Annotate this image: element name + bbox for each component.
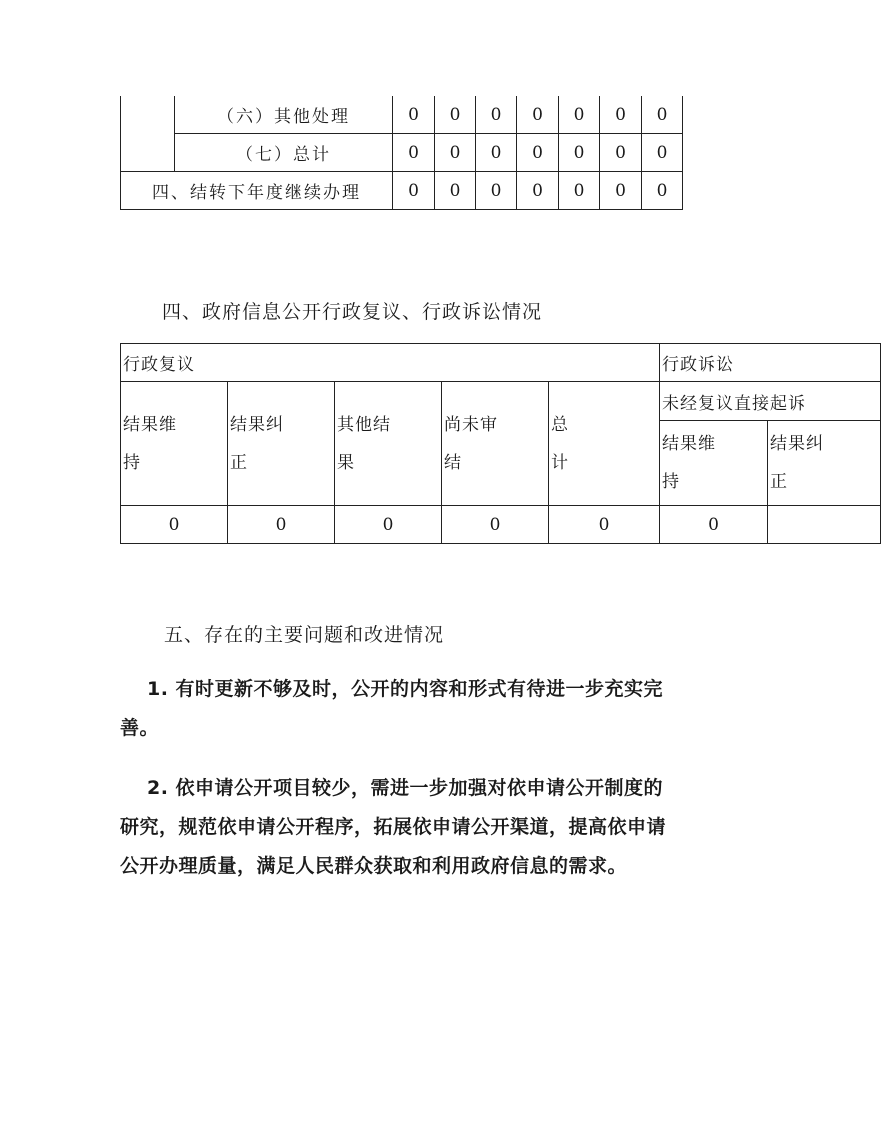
table-cell: 0 bbox=[121, 506, 228, 544]
table-cell: 0 bbox=[660, 506, 768, 544]
table-header-row bbox=[121, 382, 881, 421]
table-cell: 0 bbox=[393, 134, 435, 172]
section-heading-5: 五、存在的主要问题和改进情况 bbox=[164, 624, 445, 646]
table-cell: 0 bbox=[476, 96, 517, 134]
col-header-text: 结果维 持 bbox=[662, 434, 717, 492]
table-cell: 0 bbox=[559, 134, 600, 172]
litigation-subheader: 未经复议直接起诉 bbox=[660, 382, 881, 421]
table-row bbox=[121, 96, 683, 134]
table-cell: 0 bbox=[476, 172, 517, 210]
row-label: 四、结转下年度继续办理 bbox=[121, 172, 393, 210]
table-row bbox=[121, 172, 683, 210]
col-header-text: 结果纠 正 bbox=[770, 434, 825, 492]
table-cell: 0 bbox=[228, 506, 335, 544]
table-cell: 0 bbox=[435, 172, 476, 210]
table-row bbox=[121, 134, 683, 172]
table-cell: 0 bbox=[393, 96, 435, 134]
col-header-text: 总 计 bbox=[551, 414, 569, 473]
col-header-lit-upheld bbox=[660, 421, 768, 506]
table-cell: 0 bbox=[642, 172, 683, 210]
table-cell: 0 bbox=[335, 506, 442, 544]
table-cell: 0 bbox=[600, 96, 642, 134]
table-cell: 0 bbox=[393, 172, 435, 210]
table-cell: 0 bbox=[517, 134, 559, 172]
col-header-result-corrected bbox=[228, 382, 335, 506]
litigation-header: 行政诉讼 bbox=[660, 344, 881, 382]
table-cell: 0 bbox=[517, 96, 559, 134]
col-header-pending bbox=[442, 382, 549, 506]
col-header-text: 结果维 持 bbox=[123, 414, 177, 473]
table-cell: 0 bbox=[549, 506, 660, 544]
table-cell-empty bbox=[768, 506, 881, 544]
review-litigation-table bbox=[120, 343, 881, 544]
statistics-table-continued bbox=[120, 96, 683, 210]
table-cell: 0 bbox=[600, 134, 642, 172]
table-cell: 0 bbox=[517, 172, 559, 210]
col-header-text: 其他结 果 bbox=[337, 414, 391, 473]
section-heading-4: 四、政府信息公开行政复议、行政诉讼情况 bbox=[162, 301, 543, 323]
review-litigation-table-wrapper bbox=[120, 343, 825, 535]
table-header-row bbox=[121, 344, 881, 382]
review-header: 行政复议 bbox=[121, 344, 660, 382]
paragraph-issue-1: 1. 有时更新不够及时，公开的内容和形式有待进一步充实完善。 bbox=[120, 678, 664, 739]
col-header-total bbox=[549, 382, 660, 506]
row-label: （六）其他处理 bbox=[175, 96, 393, 134]
col-header-text: 结果纠 正 bbox=[230, 414, 284, 473]
col-header-other-result bbox=[335, 382, 442, 506]
col-header-text: 尚未审 结 bbox=[444, 414, 498, 473]
table-cell: 0 bbox=[559, 96, 600, 134]
paragraph-issue-2: 2. 依申请公开项目较少，需进一步加强对依申请公开制度的研究，规范依申请公开程序，拓展依申请公开渠道，提高依申请公开办理质量，满足人民群众获取和利用政府信息的需求。 bbox=[120, 777, 667, 877]
col-header-result-upheld bbox=[121, 382, 228, 506]
table-cell: 0 bbox=[559, 172, 600, 210]
table-cell-empty bbox=[121, 96, 175, 172]
row-label: （七）总计 bbox=[175, 134, 393, 172]
table-row bbox=[121, 506, 881, 544]
table-cell: 0 bbox=[642, 96, 683, 134]
table-cell: 0 bbox=[435, 134, 476, 172]
table-cell: 0 bbox=[435, 96, 476, 134]
table-cell: 0 bbox=[476, 134, 517, 172]
col-header-lit-corrected bbox=[768, 421, 881, 506]
table-cell: 0 bbox=[642, 134, 683, 172]
table-cell: 0 bbox=[600, 172, 642, 210]
table-cell: 0 bbox=[442, 506, 549, 544]
